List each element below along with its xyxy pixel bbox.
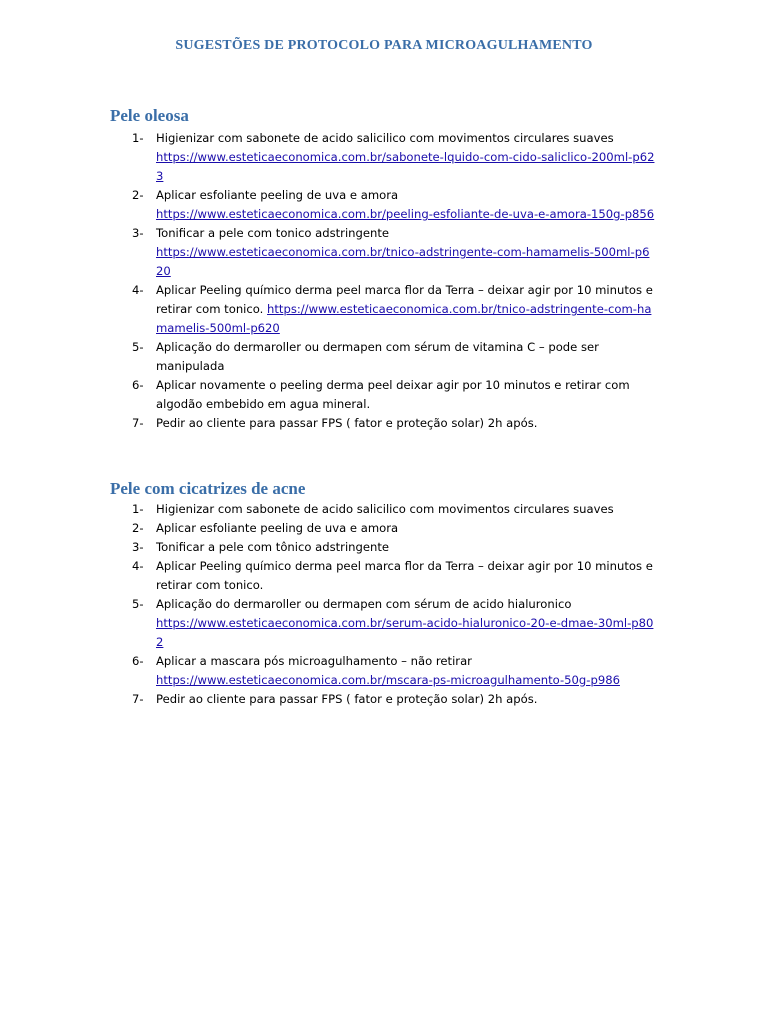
list-item: [110, 414, 655, 433]
step-number: 6-: [132, 654, 144, 668]
step-number: 6-: [132, 378, 144, 392]
step-number: 3-: [132, 226, 144, 240]
step-number: 5-: [132, 597, 144, 611]
list-item: [110, 595, 655, 652]
step-number: 2-: [132, 188, 144, 202]
section-heading-oily-skin: Pele oleosa: [110, 106, 189, 125]
step-number: 7-: [132, 692, 144, 706]
step-number: 5-: [132, 340, 144, 354]
list-item: [110, 186, 655, 224]
step-text: Higienizar com sabonete de acido salicilico com movimentos circulares suaves: [156, 502, 614, 516]
step-number: 3-: [132, 540, 144, 554]
list-item: [110, 129, 655, 186]
list-item: [110, 538, 655, 557]
step-text: Higienizar com sabonete de acido salicilico com movimentos circulares suaves: [156, 131, 614, 145]
list-item: [110, 519, 655, 538]
step-text: Aplicar Peeling químico derma peel marca flor da Terra – deixar agir por 10 minutos e retirar com tonico.: [156, 283, 653, 316]
step-number: 7-: [132, 416, 144, 430]
step-text: Aplicação do dermaroller ou dermapen com sérum de vitamina C – pode ser manipulada: [156, 340, 599, 373]
section-heading-acne-scars: Pele com cicatrizes de acne: [110, 479, 306, 498]
list-item: [110, 652, 655, 690]
step-text: Aplicar novamente o peeling derma peel deixar agir por 10 minutos e retirar com algodão embebido em agua mineral.: [156, 378, 630, 411]
step-text: Aplicar esfoliante peeling de uva e amora: [156, 521, 399, 535]
list-item: [110, 557, 655, 595]
step-number: 2-: [132, 521, 144, 535]
step-text: Tonificar a pele com tônico adstringente: [156, 540, 390, 554]
product-link[interactable]: https://www.esteticaeconomica.com.br/serum-acido-hialuronico-20-e-dmae-30ml-p802: [156, 616, 654, 649]
step-text: Aplicar a mascara pós microagulhamento – não retirar: [156, 654, 472, 668]
step-text: Pedir ao cliente para passar FPS ( fator e proteção solar) 2h após.: [156, 416, 538, 430]
step-text: Tonificar a pele com tonico adstringente: [156, 226, 390, 240]
step-number: 4-: [132, 559, 144, 573]
acne-scars-steps: [110, 500, 655, 709]
oily-skin-steps: [110, 129, 655, 433]
step-number: 4-: [132, 283, 144, 297]
list-item: [110, 338, 655, 376]
product-link[interactable]: https://www.esteticaeconomica.com.br/tnico-adstringente-com-hamamelis-500ml-p620: [156, 245, 650, 278]
step-number: 1-: [132, 502, 144, 516]
product-link[interactable]: https://www.esteticaeconomica.com.br/tnico-adstringente-com-hamamelis-500ml-p620: [156, 302, 652, 335]
step-text: Aplicar Peeling químico derma peel marca flor da Terra – deixar agir por 10 minutos e retirar com tonico.: [156, 559, 653, 592]
list-item: [110, 376, 655, 414]
list-item: [110, 500, 655, 519]
list-item: [110, 690, 655, 709]
document-title: SUGESTÕES DE PROTOCOLO PARA MICROAGULHAMENTO: [175, 38, 593, 53]
step-text: Aplicação do dermaroller ou dermapen com sérum de acido hialuronico: [156, 597, 572, 611]
step-text: Aplicar esfoliante peeling de uva e amora: [156, 188, 399, 202]
step-number: 1-: [132, 131, 144, 145]
product-link[interactable]: https://www.esteticaeconomica.com.br/sabonete-lquido-com-cido-saliclico-200ml-p623: [156, 150, 655, 183]
product-link[interactable]: https://www.esteticaeconomica.com.br/peeling-esfoliante-de-uva-e-amora-150g-p856: [156, 207, 655, 221]
product-link[interactable]: https://www.esteticaeconomica.com.br/mscara-ps-microagulhamento-50g-p986: [156, 673, 620, 687]
step-text: Pedir ao cliente para passar FPS ( fator e proteção solar) 2h após.: [156, 692, 538, 706]
list-item: [110, 224, 655, 281]
list-item: [110, 281, 655, 338]
